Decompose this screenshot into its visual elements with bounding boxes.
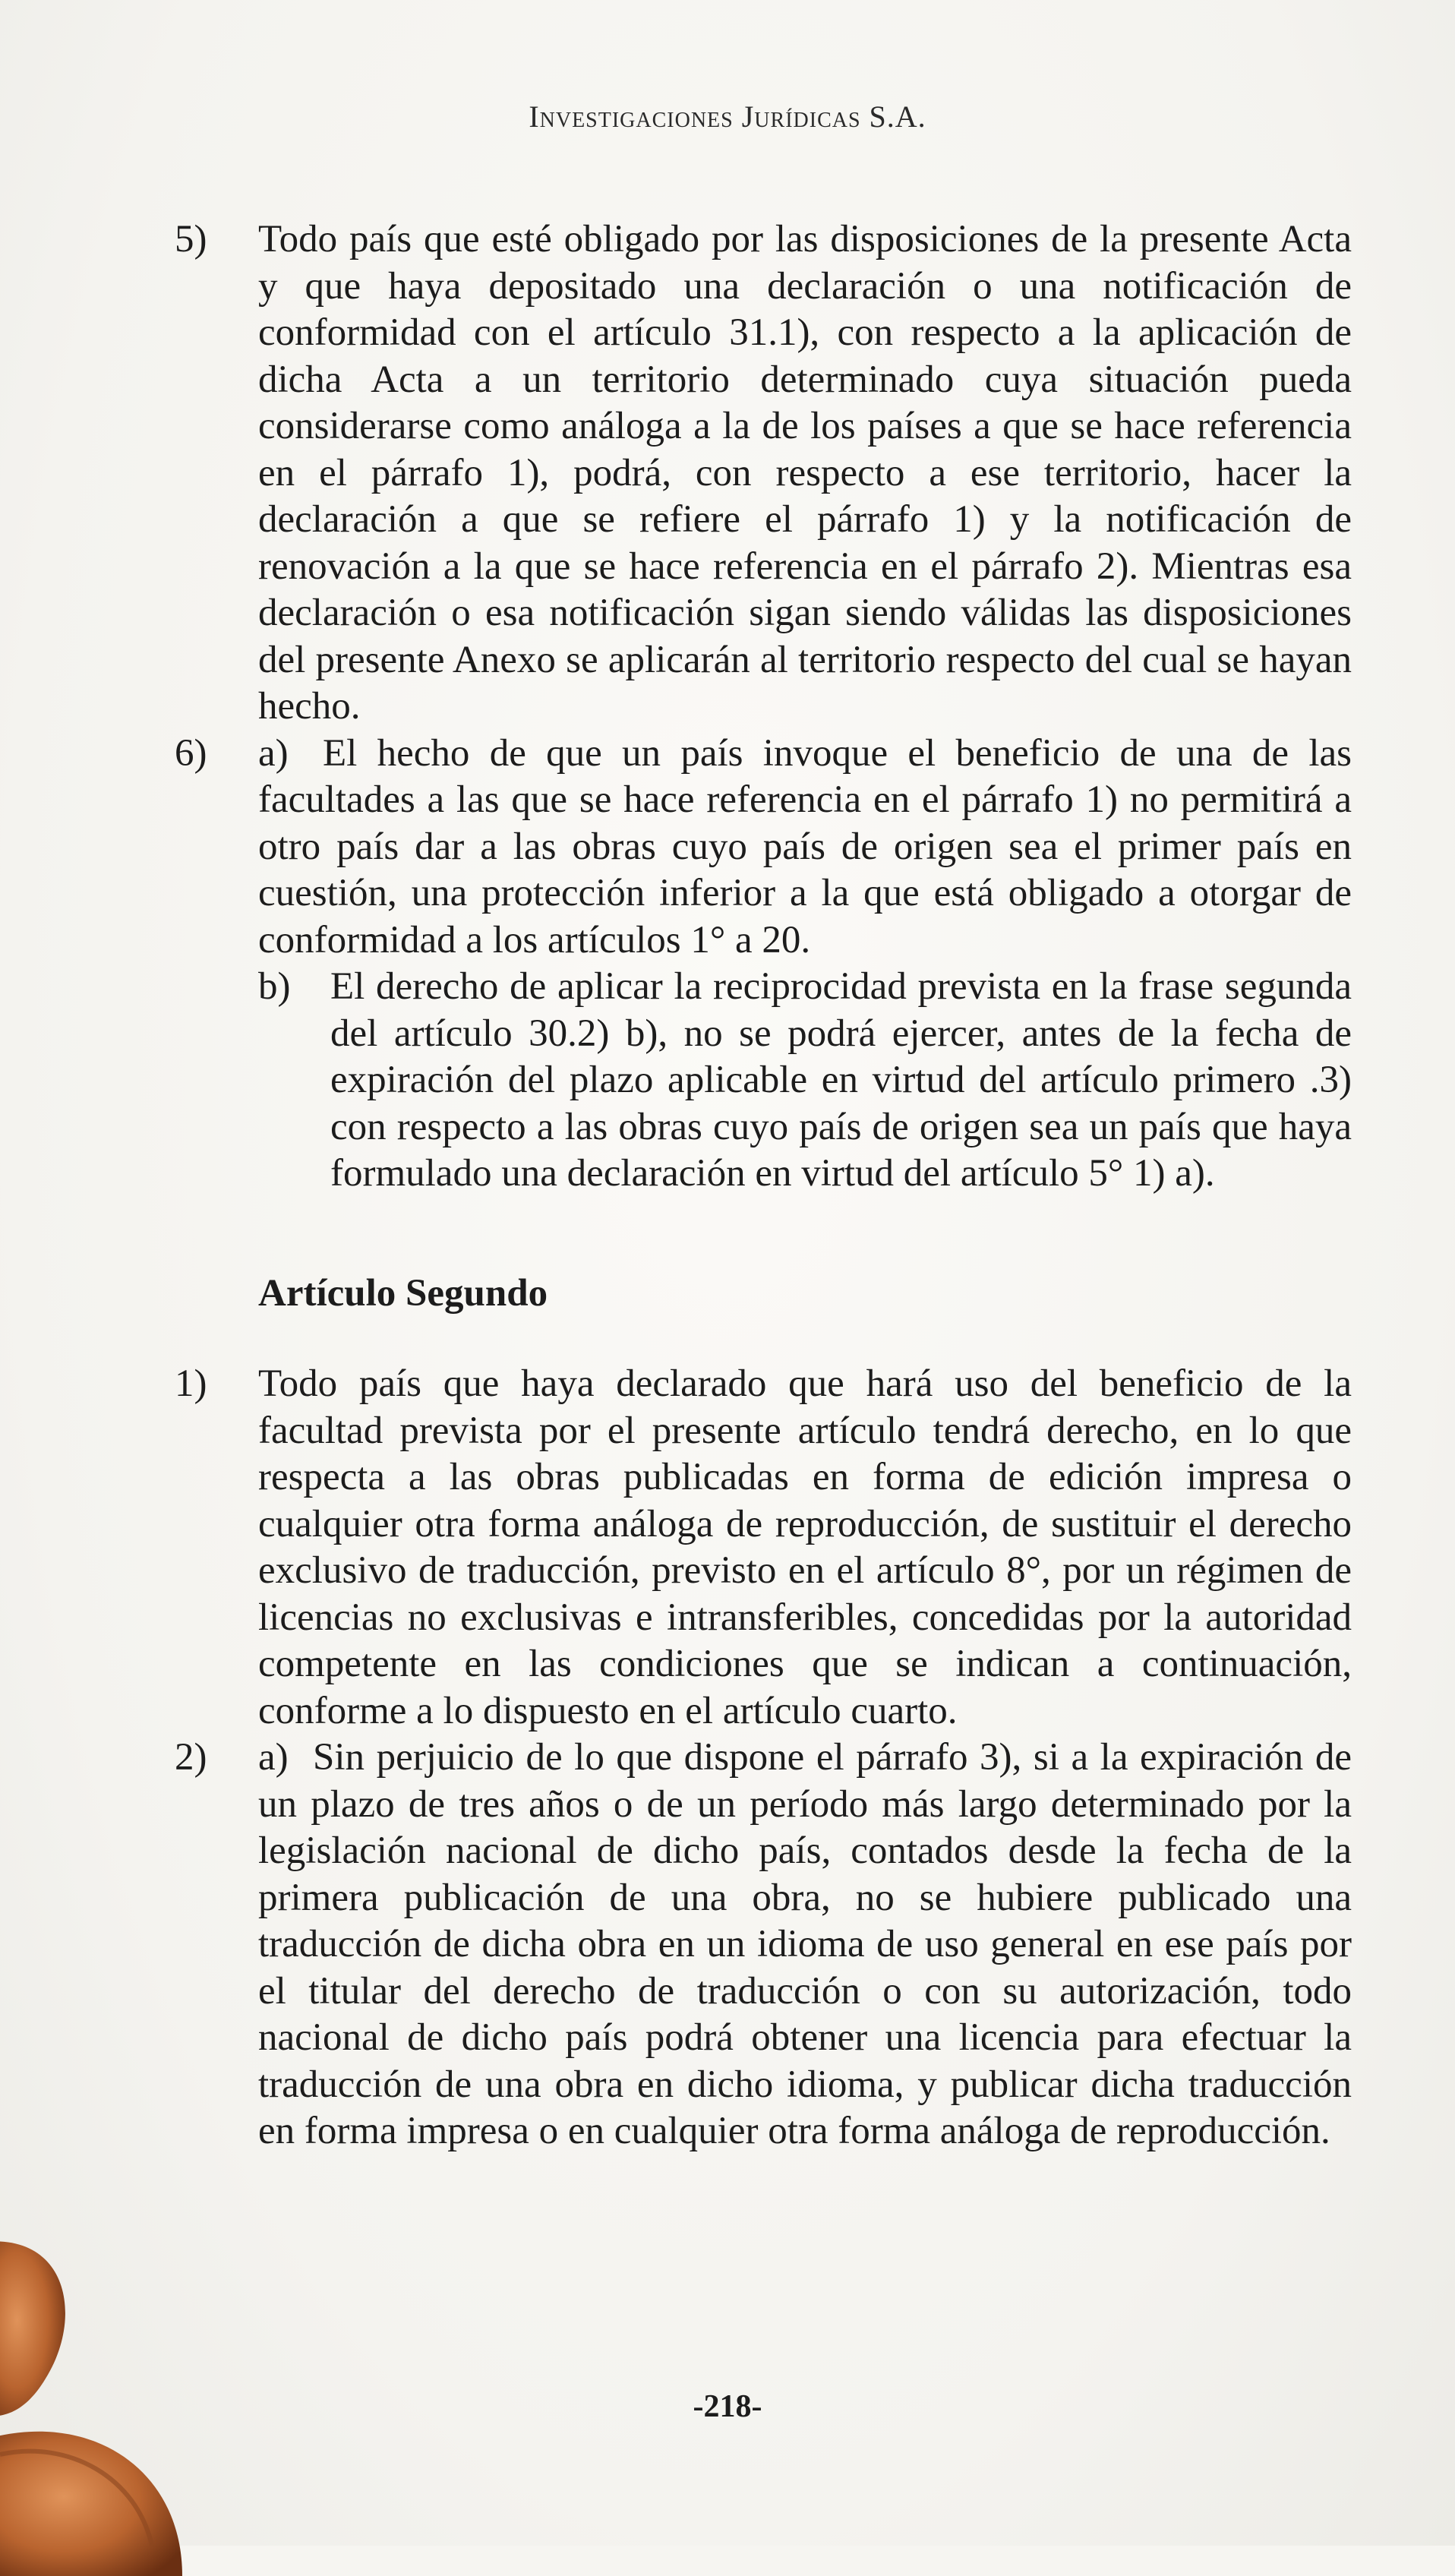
subparagraph-text: Sin perjuicio de lo que dispone el párrafo 3), si a la expiración de un plazo de tres años o de un período más largo determinado por la legislación nacional de dicho país, contados desde la fecha de la primera publicación de una obra, no se hubiere publicado una traducción de dicha obra en un idioma de uso general en ese país por el titular del derecho de traducción o con su autorización, todo nacional de dicho país podrá obtener una licencia para efectuar la traducción de una obra en dicho idioma, y publicar dicha traducción en forma impresa o en cualquier otra forma análoga de reproducción.: [258, 1736, 1352, 2152]
running-header: Investigaciones Jurídicas S.A.: [529, 99, 926, 134]
paragraph-number: 1): [175, 1362, 207, 1405]
subparagraph-a: [258, 1735, 1352, 2155]
paragraph-number: 2): [175, 1736, 207, 1779]
paragraph-text: Todo país que haya declarado que hará uso del beneficio de la facultad prevista por el presente artículo tendrá derecho, en lo que respecta a las obras publicadas en forma de edición impresa o cualquier otra forma análoga de reproducción, de sustituir el derecho exclusivo de traducción, previsto en el artículo 8°, por un régimen de licencias no exclusivas e intransferibles, concedidas por la autoridad competente en las condiciones que se indican a continuación, conforme a lo dispuesto en el artículo cuarto.: [258, 1362, 1352, 1732]
paragraph-number: 5): [175, 218, 207, 260]
subparagraph-b: [175, 964, 1352, 1198]
thumb-image: [0, 2227, 197, 2576]
subparagraph-letter: a): [258, 1736, 289, 1779]
subparagraph-letter: b): [258, 965, 291, 1008]
article-paragraph-2: [175, 1735, 1352, 2155]
paragraph-text: Todo país que esté obligado por las disposiciones de la presente Acta y que haya depositado una declaración o una notificación de conformidad con el artículo 31.1), con respecto a la aplicación de dicha Acta a un territorio determinado cuya situación pueda considerarse como análoga a la de los países a que se hace referencia en el párrafo 1), podrá, con respecto a ese territorio, hacer la declaración a que se refiere el párrafo 1) y la notificación de renovación a la que se hace referencia en el párrafo 2). Mientras esa declaración o esa notificación sigan siendo válidas las disposiciones del presente Anexo se aplicarán al territorio respecto del cual se hayan hecho.: [258, 218, 1352, 728]
page-number: -218-: [693, 2389, 762, 2424]
subparagraph-text: El hecho de que un país invoque el beneficio de una de las facultades a las que se hace referencia en el párrafo 1) no permitirá a otro país dar a las obras cuyo país de origen sea el primer país en cuestión, una protección inferior a la que está obligado a otorgar de conformidad a los artículos 1° a 20.: [258, 731, 1352, 961]
paragraph-number: 6): [175, 731, 207, 775]
paragraph-6: [175, 731, 1352, 1198]
subparagraph-a: [258, 731, 1352, 964]
article-heading: Artículo Segundo: [258, 1271, 548, 1315]
paragraph-5: [175, 216, 1352, 731]
article-paragraph-1: [175, 1361, 1352, 1735]
page-body: [175, 216, 1352, 2155]
subparagraph-text: El derecho de aplicar la reciprocidad prevista en la frase segunda del artículo 30.2) b), no se podrá ejercer, antes de la fecha de expiración del plazo aplicable en virtud del artículo primero .3) con respecto a las obras cuyo país de origen sea un país que haya formulado una declaración en virtud del artículo 5° 1) a).: [330, 965, 1352, 1195]
subparagraph-letter: a): [258, 731, 289, 775]
